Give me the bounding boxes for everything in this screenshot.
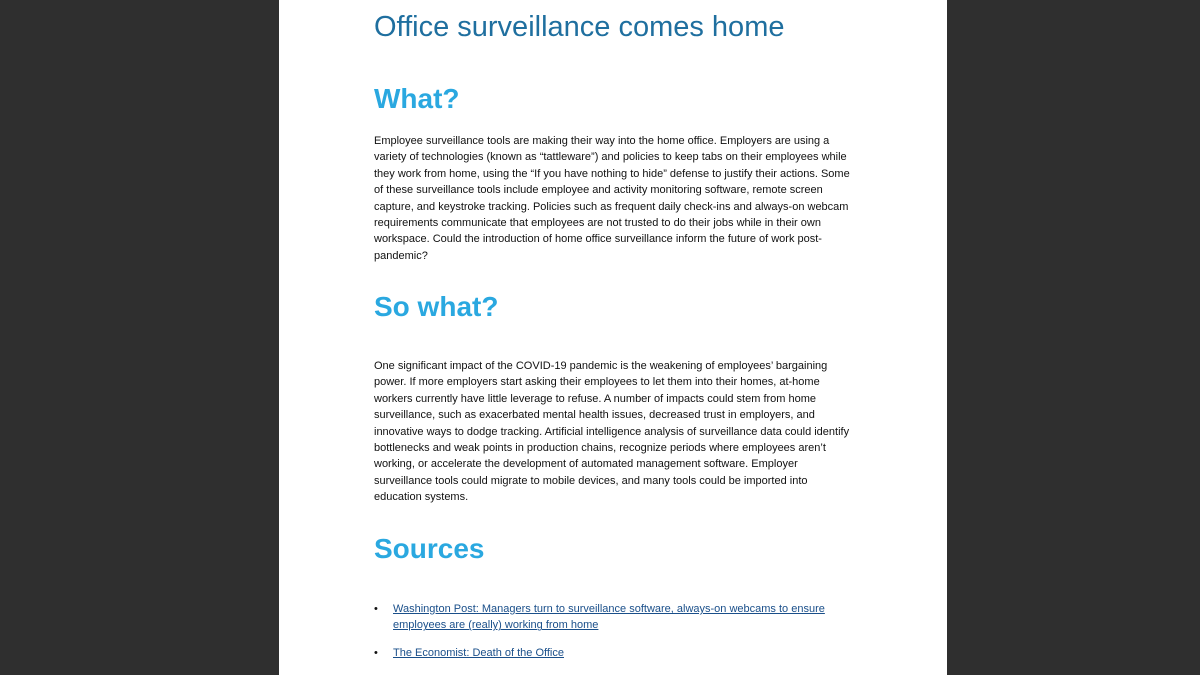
- document-page: [279, 0, 947, 675]
- bullet-icon: •: [374, 603, 378, 615]
- source-link-economist[interactable]: The Economist: Death of the Office: [393, 646, 564, 659]
- sources-heading: Sources: [374, 533, 485, 564]
- bullet-icon: •: [374, 646, 378, 659]
- so-what-heading: So what?: [374, 291, 499, 322]
- source-link-washington-post[interactable]: Washington Post: Managers turn to surveillance software, always-on webcams to ensure employees are (really) working from home: [393, 603, 825, 632]
- page-title: Office surveillance comes home: [374, 11, 785, 43]
- so-what-body: One significant impact of the COVID-19 pandemic is the weakening of employees’ bargaining power. If more employers start asking their employees to let them into their homes, at-home workers currently have little leverage to refuse. A number of impacts could stem from home surveillance, such as exacerbated mental health issues, decreased trust in employers, and innovative ways to dodge tracking. Artificial intelligence analysis of surveillance data could identify bottlenecks and weak points in production chains, recognize periods where employees aren’t working, or accelerate the development of automated management software. Employer surveillance tools could migrate to mobile devices, and many tools could be imported into education systems.: [374, 360, 850, 504]
- what-body: Employee surveillance tools are making their way into the home office. Employers are using a variety of technologies (known as “tattleware”) and policies to keep tabs on their employees while they work from home, using the “If you have nothing to hide” defense to justify their actions. Some of these surveillance tools include employee and activity monitoring software, remote screen capture, and keystroke tracking. Policies such as frequent daily check-ins and always-on webcam requirements communicate that employees are not trusted to do their jobs while in their own workspace. Could the introduction of home office surveillance inform the future of work post-pandemic?: [374, 135, 850, 262]
- list-item: [374, 601, 854, 634]
- sources-list: [374, 601, 854, 672]
- list-item: [374, 645, 854, 661]
- what-heading: What?: [374, 83, 460, 114]
